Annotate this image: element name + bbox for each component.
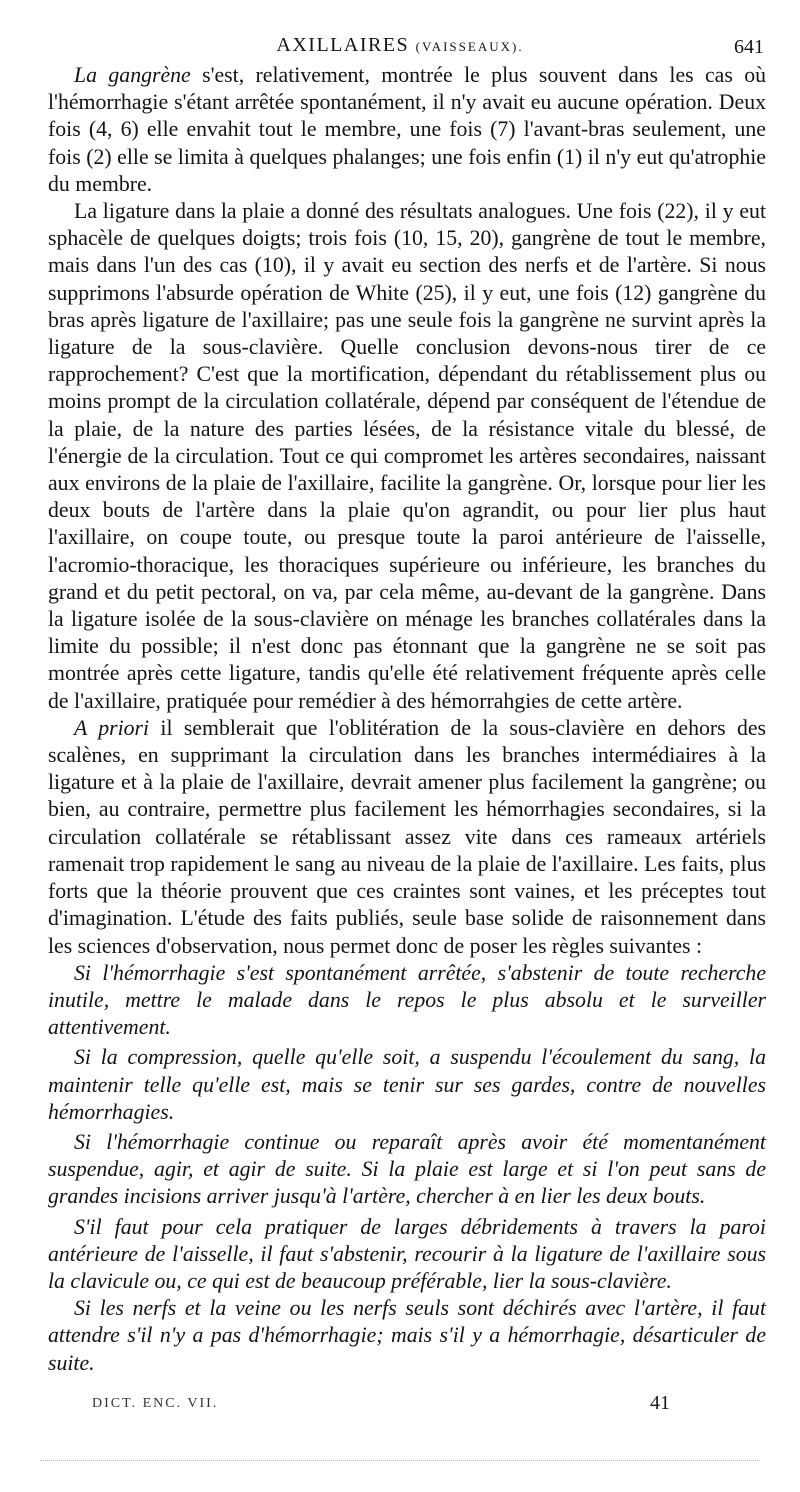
page-footer: [0, 1392, 800, 1422]
signature-mark: DICT. ENC. VII.: [92, 1396, 219, 1411]
running-header: [0, 28, 800, 62]
page-number: 641: [734, 36, 764, 58]
body-text: [48, 62, 766, 1377]
paragraph-text: La ligature dans la plaie a donné des résultats analogues. Une fois (22), il y eut sphacèle de quelques doigts; trois fois (10, 15, 20), gangrène de tout le membre, mais dans l'un des cas (10), il y avait eu section des nerfs et de l'artère. Si nous supprimons l'absurde opération de White (25), il y eut, une fois (12) gangrène du bras après ligature de l'axillaire; pas une seule fois la gangrène ne survint après la ligature de la sous-clavière. Quelle conclusion devons-nous tirer de ce rapprochement? C'est que la mortification, dépendant du rétablissement plus ou moins prompt de la circulation collatérale, dépend par conséquent de l'étendue de la plaie, de la nature des parties lésées, de la résistance vitale du blessé, de l'énergie de la circulation. Tout ce qui compromet les artères secondaires, naissant aux environs de la plaie de l'axillaire, facilite la gangrène. Or, lorsque pour lier les deux bouts de l'artère dans la plaie qu'on agrandit, ou pour lier plus haut l'axillaire, on coupe toute, ou presque toute la paroi antérieure de l'aisselle, l'acromio-thoracique, les thoraciques supérieure ou inférieure, les branches du grand et du petit pectoral, on va, par cela même, au-devant de la gangrène. Dans la ligature isolée de la sous-clavière on ménage les branches collatérales dans la limite du possible; il n'est donc pas étonnant que la gangrène ne se soit pas montrée après cette ligature, tandis qu'elle été relativement fréquente après celle de l'axillaire, pratiquée pour remédier à des hémorrahgies de cette artère.: [48, 199, 766, 713]
running-title-subtitle: (VAISSEAUX).: [415, 39, 524, 54]
rule-paragraph: Si la compression, quelle qu'elle soit, a suspendu l'écoulement du sang, la maintenir telle qu'elle est, mais se tenir sur ses gardes, contre de nouvelles hémorrhagies.: [48, 1045, 766, 1124]
running-title: [0, 34, 800, 57]
paragraph-text: il semblerait que l'oblitération de la sous-clavière en dehors des scalènes, en supprimant la circulation dans les branches intermédiaires à la ligature et à la plaie de l'axillaire, devrait amener plus facilement la gangrène; ou bien, au contraire, permettre plus facilement les hémorrhagies secondaires, si la circulation collatérale se rétablissant assez vite dans ces rameaux artériels ramenait trop rapidement le sang au niveau de la plaie de l'axillaire. Les faits, plus forts que la théorie prouvent que ces craintes sont vaines, et les préceptes tout d'imagination. L'étude des faits publiés, seule base solide de raisonnement dans les sciences d'observation, nous permet donc de poser les règles suivantes :: [48, 715, 766, 958]
sheet-number: 41: [650, 1392, 670, 1414]
paragraph-ligature: [48, 198, 766, 715]
rule-paragraph: Si les nerfs et la veine ou les nerfs seuls sont déchirés avec l'artère, il faut attendre s'il n'y a pas d'hémorrhagie; mais s'il y a hémorrhagie, désarticuler de suite.: [48, 1296, 766, 1375]
bottom-dotted-line: [40, 1460, 760, 1461]
paragraph-a-priori: [48, 715, 766, 960]
paragraph-gangrene: [48, 62, 766, 198]
running-title-main: AXILLAIRES: [276, 34, 410, 56]
paragraph-emphasis: La gangrène: [74, 63, 191, 87]
rule-paragraph: Si l'hémorrhagie continue ou reparaît après avoir été momentanément suspendue, agir, et agir de suite. Si la plaie est large et si l'on peut sans de grandes incisions arriver jusqu'à l'artère, chercher à en lier les deux bouts.: [48, 1129, 766, 1209]
rule-paragraph: S'il faut pour cela pratiquer de larges débridements à travers la paroi antérieure de l'aisselle, il faut s'abstenir, recourir à la ligature de l'axillaire sous la clavicule ou, ce qui est de beaucoup préférable, lier la sous-clavière.: [48, 1214, 766, 1293]
paragraph-emphasis: A priori: [74, 715, 150, 740]
rule-paragraph: Si l'hémorrhagie s'est spontanément arrêtée, s'abstenir de toute recherche inutile, mettre le malade dans le repos le plus absolu et le surveiller attentivement.: [48, 960, 766, 1040]
paragraph-text: s'est, relativement, montrée le plus souvent dans les cas où l'hémorrhagie s'étant arrêtée spontanément, il n'y avait eu aucune opération. Deux fois (4, 6) elle envahit tout le membre, une fois (7) l'avant-bras seulement, une fois (2) elle se limita à quelques phalanges; une fois enfin (1) il n'y eut qu'atrophie du membre.: [48, 63, 766, 196]
